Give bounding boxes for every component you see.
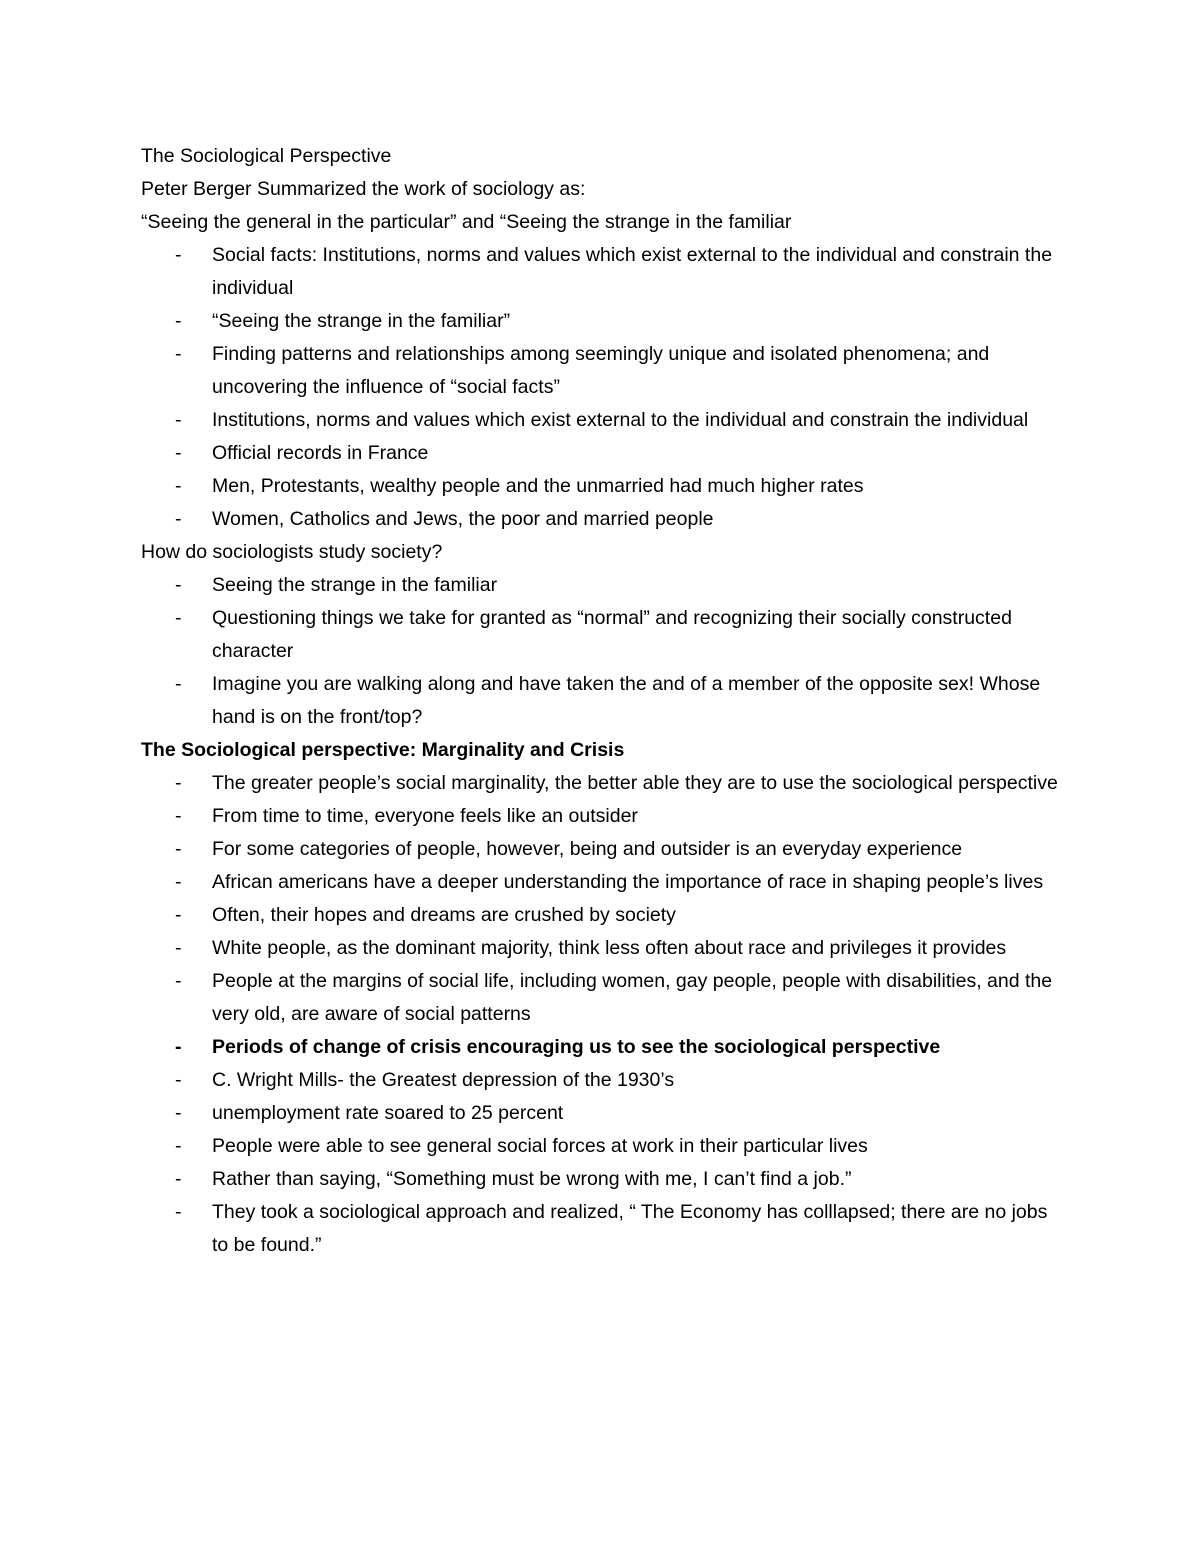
- bullet-dash: -: [175, 805, 182, 827]
- quote-line: “Seeing the general in the particular” and “Seeing the strange in the familiar: [141, 211, 792, 233]
- bullet-dash: -: [175, 1069, 182, 1091]
- bullet-dash: -: [175, 937, 182, 959]
- list-item: [141, 503, 1061, 536]
- section3-list: [141, 767, 1061, 1262]
- list-item-text: Often, their hopes and dreams are crushed by society: [212, 904, 676, 926]
- list-item: [141, 899, 1061, 932]
- bullet-dash: -: [175, 343, 182, 365]
- list-item-text: People at the margins of social life, including women, gay people, people with disabilities, and the very old, are aware of social patterns: [212, 970, 1053, 1025]
- list-item-text: For some categories of people, however, being and outsider is an everyday experience: [212, 838, 963, 860]
- bullet-dash: -: [175, 1201, 182, 1223]
- list-item: [141, 470, 1061, 503]
- list-item: [141, 866, 1061, 899]
- list-item: [141, 965, 1061, 1031]
- list-item-text: From time to time, everyone feels like an outsider: [212, 805, 638, 827]
- section2-list: [141, 569, 1061, 734]
- list-item-text: Periods of change of crisis encouraging us to see the sociological perspective: [212, 1036, 941, 1058]
- list-item: [141, 767, 1061, 800]
- list-item-text: Women, Catholics and Jews, the poor and married people: [212, 508, 714, 530]
- list-item: [141, 1064, 1061, 1097]
- list-item: [141, 1097, 1061, 1130]
- list-item: [141, 668, 1061, 734]
- bullet-dash: -: [175, 838, 182, 860]
- intro-line: Peter Berger Summarized the work of sociology as:: [141, 178, 586, 200]
- list-item-text: Men, Protestants, wealthy people and the unmarried had much higher rates: [212, 475, 864, 497]
- bullet-dash: -: [175, 310, 182, 332]
- bullet-dash: -: [175, 508, 182, 530]
- list-item-text: African americans have a deeper understanding the importance of race in shaping people’s lives: [212, 871, 1044, 893]
- list-item: [141, 437, 1061, 470]
- list-item-text: C. Wright Mills- the Greatest depression of the 1930’s: [212, 1069, 675, 1091]
- bullet-dash: -: [175, 1102, 182, 1124]
- list-item: [141, 800, 1061, 833]
- bullet-dash: -: [175, 607, 182, 629]
- bullet-dash: -: [175, 1036, 182, 1058]
- list-item-text: Finding patterns and relationships among seemingly unique and isolated phenomena; and uncovering the influence of “social facts”: [212, 343, 990, 398]
- bullet-dash: -: [175, 409, 182, 431]
- list-item-text: Official records in France: [212, 442, 429, 464]
- list-item-text: People were able to see general social forces at work in their particular lives: [212, 1135, 868, 1157]
- list-item: [141, 1163, 1061, 1196]
- bullet-dash: -: [175, 475, 182, 497]
- list-item-text: The greater people’s social marginality, the better able they are to use the sociological perspective: [212, 772, 1058, 794]
- list-item: [141, 602, 1061, 668]
- bullet-dash: -: [175, 244, 182, 266]
- list-item: [141, 1130, 1061, 1163]
- list-item: [141, 833, 1061, 866]
- bullet-dash: -: [175, 871, 182, 893]
- document-body: [141, 140, 1061, 1262]
- list-item-text: They took a sociological approach and realized, “ The Economy has colllapsed; there are no jobs to be found.”: [212, 1201, 1048, 1256]
- list-item: [141, 932, 1061, 965]
- list-item: [141, 404, 1061, 437]
- list-item: [141, 1196, 1061, 1262]
- bullet-dash: -: [175, 970, 182, 992]
- list-item: [141, 239, 1061, 305]
- list-item-text: Imagine you are walking along and have taken the and of a member of the opposite sex! Whose hand is on the front/top?: [212, 673, 1041, 728]
- list-item-text: Seeing the strange in the familiar: [212, 574, 498, 596]
- bullet-dash: -: [175, 1135, 182, 1157]
- bullet-dash: -: [175, 904, 182, 926]
- list-item-text: “Seeing the strange in the familiar”: [212, 310, 511, 332]
- list-item: [141, 305, 1061, 338]
- section1-list: [141, 239, 1061, 536]
- bullet-dash: -: [175, 772, 182, 794]
- list-item-text: unemployment rate soared to 25 percent: [212, 1102, 564, 1124]
- document-title: The Sociological Perspective: [141, 145, 392, 167]
- list-item-text: Institutions, norms and values which exist external to the individual and constrain the individual: [212, 409, 1029, 431]
- list-item-text: Rather than saying, “Something must be wrong with me, I can’t find a job.”: [212, 1168, 852, 1190]
- list-item: [141, 338, 1061, 404]
- list-item: [141, 1031, 1061, 1064]
- bullet-dash: -: [175, 442, 182, 464]
- section2-heading: How do sociologists study society?: [141, 541, 443, 563]
- bullet-dash: -: [175, 1168, 182, 1190]
- section3-heading: The Sociological perspective: Marginality and Crisis: [141, 739, 625, 761]
- list-item-text: Questioning things we take for granted as “normal” and recognizing their socially constructed character: [212, 607, 1012, 662]
- bullet-dash: -: [175, 574, 182, 596]
- list-item: [141, 569, 1061, 602]
- list-item-text: White people, as the dominant majority, think less often about race and privileges it provides: [212, 937, 1007, 959]
- bullet-dash: -: [175, 673, 182, 695]
- list-item-text: Social facts: Institutions, norms and values which exist external to the individual and constrain the individual: [212, 244, 1053, 299]
